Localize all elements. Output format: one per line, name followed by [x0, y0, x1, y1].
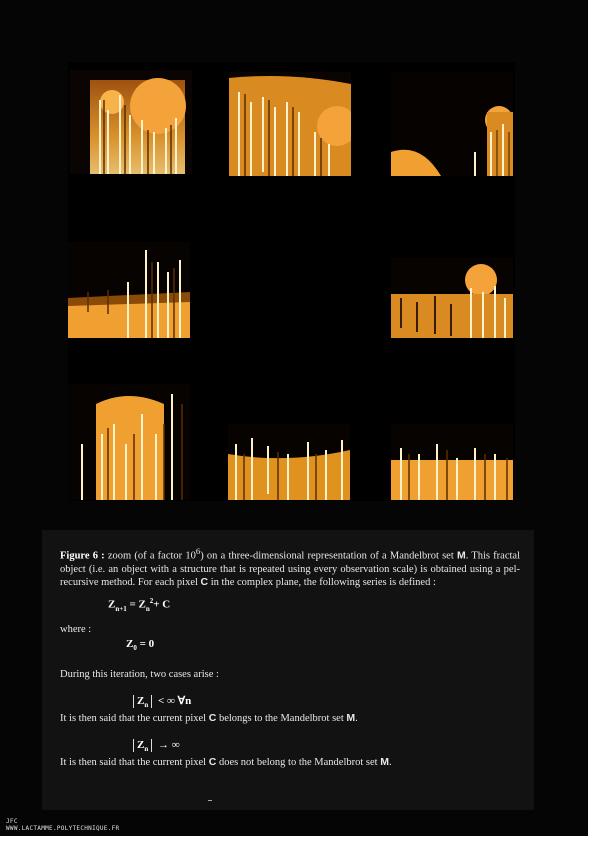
case2-pixel: C: [208, 755, 217, 768]
fractal-tile-zoom-5: [391, 258, 513, 338]
case1-cond: < ∞ ∀n: [158, 694, 192, 707]
footer-initials: JFC: [6, 818, 18, 825]
eq-lhs-sub: n+1: [115, 604, 127, 613]
fractal-image-plate: [68, 62, 515, 501]
case1-text-start: It is then said that the current pixel: [60, 712, 209, 724]
init-lhs: Z: [126, 638, 134, 651]
initial-condition: [126, 638, 520, 655]
page-margin-bottom: [0, 836, 595, 841]
decorative-dash: [208, 800, 212, 801]
zoom-exponent: 6: [195, 546, 201, 556]
abs-bar-right: [151, 695, 152, 708]
where-label: where :: [60, 624, 92, 636]
fractal-tile-zoom-6: [68, 384, 190, 500]
fractal-tile-zoom-3: [391, 72, 513, 176]
case1-condition: [130, 695, 520, 712]
case1-set: M: [346, 711, 356, 724]
iteration-text: During this iteration, two cases arise :: [60, 668, 219, 680]
caption-intro-rest: ) on a three-dimensional representation of a Mandelbrot set: [200, 550, 457, 562]
case1-var: Z: [137, 694, 145, 707]
caption-paragraph: [60, 545, 520, 589]
eq-equals: =: [126, 598, 139, 611]
eq-rhs: Z: [138, 598, 146, 611]
case2-sub: n: [144, 744, 149, 753]
fractal-tile-zoom-2: [229, 72, 351, 176]
figure-caption: [60, 545, 520, 769]
caption-description-rest: in the complex plane, the following series is defined :: [208, 576, 436, 588]
init-rhs: = 0: [136, 638, 155, 651]
abs-bar-left: [133, 739, 134, 752]
pixel-symbol: C: [200, 575, 209, 588]
footer-url[interactable]: WWW.LACTAMME.POLYTECHNIQUE.FR: [6, 825, 120, 832]
eq-lhs: Z: [108, 598, 116, 611]
fractal-tile-zoom-1: [70, 70, 192, 174]
case2-text: [60, 756, 520, 769]
figure-label: Figure 6 :: [60, 550, 105, 562]
page-margin-right: [588, 0, 595, 841]
case1-text-mid: belongs to the Mandelbrot set: [216, 712, 347, 724]
footer-credit: [6, 818, 119, 832]
fractal-tile-zoom-4: [68, 242, 190, 338]
case1-pixel: C: [208, 711, 217, 724]
caption-description: . This fractal object (i.e. an object with a structure that is repeated using every observation scale) is obtained using a pel-recursive method. For each pixel: [60, 550, 520, 588]
case2-cond: → ∞: [158, 738, 180, 751]
eq-rhs-sub: n: [145, 604, 150, 613]
eq-rhs-sup: 2: [149, 596, 154, 605]
case1-text: [60, 712, 520, 725]
case2-text-start: It is then said that the current pixel: [60, 756, 209, 768]
init-sub: 0: [133, 644, 137, 653]
recurrence-equation: [108, 595, 520, 616]
fractal-tile-zoom-7: [228, 424, 350, 500]
fractal-tile-zoom-8: [391, 424, 513, 500]
abs-bar-left: [133, 695, 134, 708]
case2-text-mid: does not belong to the Mandelbrot set: [216, 756, 381, 768]
case2-set: M: [380, 755, 389, 768]
abs-bar-right: [151, 739, 152, 752]
case2-var: Z: [137, 738, 145, 751]
case2-end: .: [388, 756, 392, 768]
case1-sub: n: [144, 700, 149, 709]
eq-tail: + C: [153, 598, 171, 611]
caption-intro: zoom (of a factor 10: [104, 550, 196, 562]
set-symbol: M: [456, 549, 466, 562]
case2-condition: [130, 739, 520, 756]
case1-end: .: [355, 712, 358, 724]
